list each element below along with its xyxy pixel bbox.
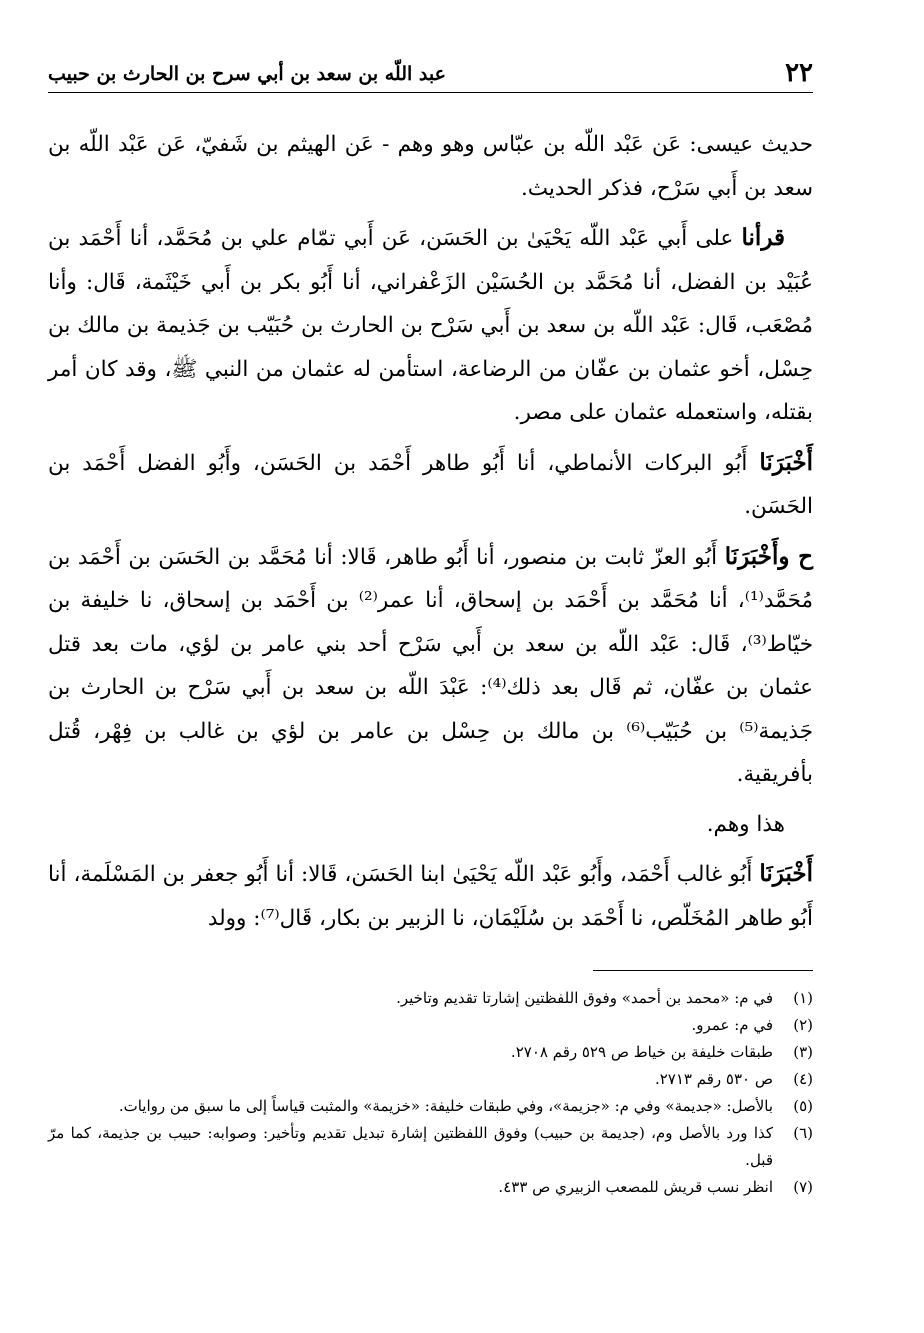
footnote bbox=[48, 1039, 813, 1066]
paragraph-lead: قرأنا bbox=[741, 224, 785, 251]
paragraph-text: أَبُو البركات الأنماطي، أنا أَبُو طاهر أَحْمَد بن الحَسَن، وأَبُو الفضل أَحْمَد بن الحَسَن. bbox=[48, 450, 813, 519]
footnote-number: (٧) bbox=[793, 1178, 813, 1196]
body-text bbox=[48, 123, 813, 940]
paragraph-text: أَبُو العزّ ثابت بن منصور، أنا أَبُو طاهر، قَالا: أنا مُحَمَّد بن الحَسَن بن أَحْمَد بن مُحَمَّد⁽¹⁾، أنا مُحَمَّد بن أَحْمَد بن إسحاق، أنا عمر⁽²⁾ بن أَحْمَد بن إسحاق، نا خليفة بن خيّاط⁽³⁾، قَال: عَبْد اللّه بن سعد بن أَبي سَرْح أحد بني عامر بن لؤي، مات بعد قتل عثمان بن عفّان، ثم قَال بعد ذلك⁽⁴⁾: عَبْدَ اللّه بن سعد بن أَبي سَرْح بن الحارث بن جَذيمة⁽⁵⁾ بن حُبَيّب⁽⁶⁾ بن مالك بن حِسْل بن عامر بن لؤي بن غالب بن فِهْر، قُتل بأفريقية. bbox=[48, 544, 813, 787]
footnote bbox=[48, 985, 813, 1012]
footnote-text: في م: «محمد بن أحمد» وفوق اللفظتين إشارتا تقديم وتاخير. bbox=[396, 989, 773, 1007]
paragraph-text: حديث عيسى: عَن عَبْد اللّه بن عبّاس وهو وهم - عَن الهيثم بن شَفيّ، عَن عَبْد اللّه بن سعد بن أَبي سَرْح، فذكر الحديث. bbox=[48, 132, 813, 201]
footnote-text: ص ٥٣٠ رقم ٢٧١٣. bbox=[654, 1070, 773, 1088]
footnote-number: (٣) bbox=[793, 1043, 813, 1061]
footnote-number: (٥) bbox=[793, 1097, 813, 1115]
paragraph bbox=[48, 123, 813, 210]
paragraph-lead: ح وأَخْبَرَنَا bbox=[724, 542, 813, 570]
footnote-number: (٤) bbox=[793, 1070, 813, 1088]
paragraph-text: أَبُو غالب أَحْمَد، وأَبُو عَبْد اللّه يَحْيَىٰ ابنا الحَسَن، قَالا: أنا أَبُو جعفر بن المَسْلَمة، أنا أَبُو طاهر المُخَلّص، نا أَحْمَد بن سُلَيْمَان، نا الزبير بن بكار، قَال⁽⁷⁾: وولد bbox=[48, 862, 813, 931]
footnote-text: بالأصل: «جديمة» وفي م: «جزيمة»، وفي طبقات خليفة: «خزيمة» والمثبت قياساً إلى ما سبق من روايات. bbox=[118, 1097, 773, 1115]
paragraph-lead: أَخْبَرَنَا bbox=[759, 448, 813, 476]
paragraph-text: على أَبي عَبْد اللّه يَحْيَىٰ بن الحَسَن، عَن أَبي تمّام علي بن مُحَمَّد، أنا أَحْمَد بن عُبَيْد بن الفضل، أنا مُحَمَّد بن الحُسَيْن الزَعْفراني، أنا أَبُو بكر بن أَبي خَيْثَمة، قَال: وأنا مُصْعَب، قَال: عَبْد اللّه بن سعد بن أَبي سَرْح بن الحارث بن حُبَيّب بن جَذيمة بن مالك بن حِسْل، أخو عثمان بن عفّان من الرضاعة، استأمن له عثمان من النبي ﷺ، وقد كان أمر بقتله، واستعمله عثمان على مصر. bbox=[48, 226, 813, 425]
footnote-divider bbox=[593, 970, 813, 971]
footnote-text: طبقات خليفة بن خياط ص ٥٢٩ رقم ٢٧٠٨. bbox=[510, 1043, 773, 1061]
footnotes bbox=[48, 985, 813, 1201]
footnote-text: في م: عمرو. bbox=[691, 1016, 773, 1034]
paragraph-lead: أَخْبَرَنَا bbox=[759, 860, 813, 887]
footnote bbox=[48, 1012, 813, 1039]
footnote bbox=[48, 1174, 813, 1201]
paragraph bbox=[48, 441, 813, 529]
footnote bbox=[48, 1120, 813, 1174]
paragraph bbox=[48, 216, 813, 435]
running-title: عبد اللّه بن سعد بن أبي سرح بن الحارث بن حبيب bbox=[48, 63, 446, 85]
page-header bbox=[48, 58, 813, 93]
footnote bbox=[48, 1093, 813, 1120]
footnote-number: (١) bbox=[793, 989, 813, 1007]
paragraph bbox=[48, 803, 813, 847]
paragraph bbox=[48, 535, 813, 797]
footnote-number: (٦) bbox=[793, 1124, 813, 1142]
footnote-text: انظر نسب قريش للمصعب الزبيري ص ٤٣٣. bbox=[498, 1178, 773, 1196]
paragraph-text: هذا وهم. bbox=[706, 811, 785, 837]
page-number: ٢٢ bbox=[785, 58, 813, 88]
footnote-text: كذا ورد بالأصل وم، (جديمة بن حبيب) وفوق اللفظتين إشارة تبديل تقديم وتأخير: وصوابه: حبيب بن جذيمة، كما مرّ قبل. bbox=[48, 1124, 773, 1169]
book-page bbox=[48, 58, 813, 1201]
footnote-number: (٢) bbox=[793, 1016, 813, 1034]
footnote bbox=[48, 1066, 813, 1093]
paragraph bbox=[48, 852, 813, 940]
